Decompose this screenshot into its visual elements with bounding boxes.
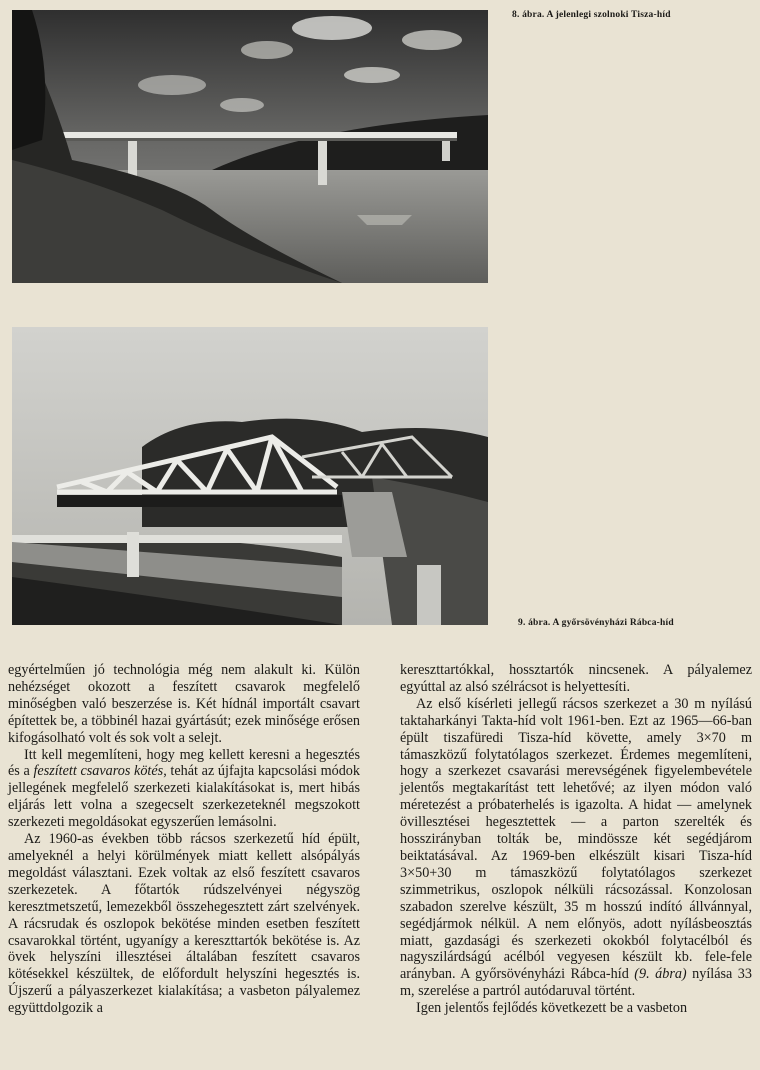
paragraph: Igen jelentős fejlődés következett be a vasbeton (416, 1000, 688, 1017)
truss-bridge-photo-image (12, 327, 488, 625)
right-text-column (400, 662, 752, 1017)
left-text-column (8, 662, 360, 1017)
figure-8-photo (12, 10, 488, 283)
figure-reference: (9. ábra) (634, 966, 687, 983)
figure-9-photo (12, 327, 488, 625)
paragraph: Itt kell megemlíteni, hogy meg kellett keresni a hegesztés és a feszített csavaros kötés, tehát az újfajta kapcsolási módok jellegének megfelelő szerkezeti kialakításokat is, mert hibás eljárás lett volna a szegecselt szerkezeteknél megszokott szerkezeti megoldásokat egyszerűen lemásolni. (8, 746, 360, 831)
paragraph: egyértelműen jó technológia még nem alakult ki. Külön nehézséget okozott a feszített csavarok megfelelő minőségben való beszerzése is. Két hídnál importált csavart építettek be, a többinél hazai gyártásút; ezek minősége erősen kifogásolható volt és sok volt a selejt. (8, 662, 360, 746)
emphasis-text: feszített csavaros kötés (33, 763, 164, 780)
paragraph: Az 1960-as években több rácsos szerkezetű híd épült, amelyeknél a helyi körülmények miatt kellett alsópályás megoldást választani. Ezek voltak az első feszített csavaros szerkezetek. A főtartók rúdszelvényei négyszög keresztmetszetű, lemezekből összehegesztett zárt szelvények. A rácsrudak és oszlopok bekötése minden esetben feszített csavarokkal történt, ugyanígy a kereszttartók bekötése is. Az övek helyszíni illesztései általában feszített csavaros kötésekkel készültek, de előfordult helyszíni hegesztés is. Újszerű a pályaszerkezet kialakítása; a vasbeton pályalemez együttdolgozik a (8, 831, 360, 1017)
paragraph: kereszttartókkal, hossztartók nincsenek. A pályalemez egyúttal az alsó szélrácsot is helyettesíti. (400, 662, 752, 695)
bridge-photo-image (12, 10, 488, 283)
figure-8-caption: 8. ábra. A jelenlegi szolnoki Tisza-híd (512, 10, 671, 20)
paragraph: Az első kísérleti jellegű rácsos szerkezet a 30 m nyílású taktaharkányi Takta-híd volt 1961-ben. Ezt az 1965—66-ban épült tiszafüredi Tisza-híd követte, amely 3×70 m támaszközű folytatólagos szerkezet. Érdemes megemlíteni, hogy a szerkezet csavarási merevségének figyelembevétele jelentős megtakarítást tett lehetővé; az ilyen módon való méretezést a próbaterhelés is igazolta. A hidat — amelynek övillesztései hegesztettek — a parton szerelték és hosszirányban tolták be, mindössze két segédjárom beiktatásával. Az 1969-ben elkészült kisari Tisza-híd 3×50+30 m támaszközű folytatólagos szerkezet szimmetrikus, oszlopok nélküli rácsozással. Konzolosan szabadon szerelve készült, 35 m hosszú indító állvánnyal, segédjármok nélkül. A nem előnyös, adott nyílásbeosztás miatt, gazdasági és szerkezeti okokból folytacélból és nagyszilárdságú acélból vegyesen készült kb. fele-fele arányban. A győrsövényházi Rábca-híd (9. ábra) nyílása 33 m, szerelése a partról autódaruval történt. (400, 695, 752, 1000)
figure-9-caption: 9. ábra. A győrsövényházi Rábca-híd (518, 618, 674, 628)
